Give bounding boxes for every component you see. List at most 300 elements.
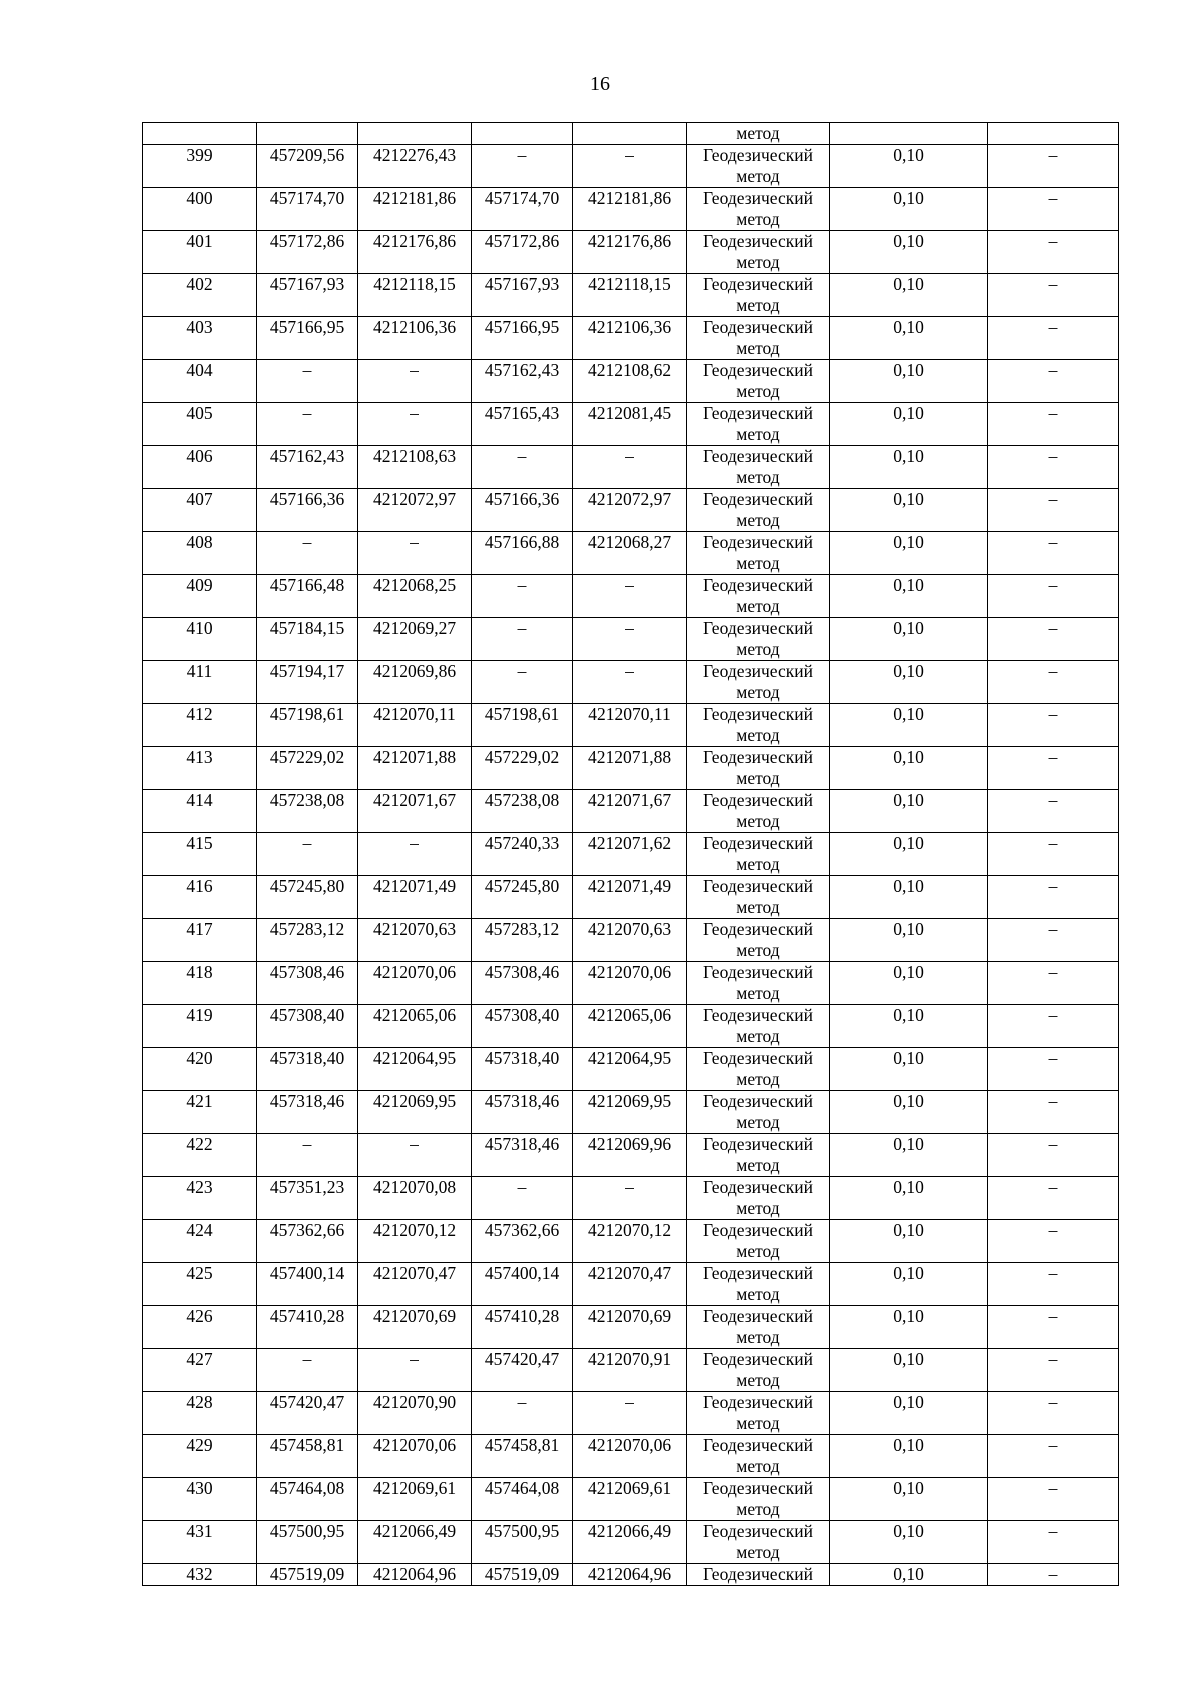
cell-note: – bbox=[988, 1263, 1119, 1306]
cell-y-existing: 4212176,86 bbox=[358, 231, 472, 274]
method-line-1: Геодезический bbox=[703, 489, 813, 509]
cell-y-existing: 4212068,25 bbox=[358, 575, 472, 618]
method-line-2: метод bbox=[736, 725, 780, 745]
cell-point-number: 423 bbox=[143, 1177, 257, 1220]
cell-x-existing: 457308,46 bbox=[257, 962, 358, 1005]
table-row bbox=[143, 403, 1119, 446]
cell-method bbox=[687, 1392, 830, 1435]
table-row bbox=[143, 317, 1119, 360]
cell-y-new: 4212069,61 bbox=[573, 1478, 687, 1521]
cell-note: – bbox=[988, 790, 1119, 833]
method-line-1: Геодезический bbox=[703, 1134, 813, 1154]
cell-point-number: 406 bbox=[143, 446, 257, 489]
cell-x-new: 457500,95 bbox=[472, 1521, 573, 1564]
cell-x-existing: – bbox=[257, 403, 358, 446]
cell-x-existing: 457172,86 bbox=[257, 231, 358, 274]
cell-accuracy: 0,10 bbox=[830, 1392, 988, 1435]
cell-accuracy: 0,10 bbox=[830, 833, 988, 876]
cell-x-new: 457410,28 bbox=[472, 1306, 573, 1349]
cell-note: – bbox=[988, 618, 1119, 661]
table-row bbox=[143, 790, 1119, 833]
cell-method bbox=[687, 1220, 830, 1263]
method-line-2: метод bbox=[736, 424, 780, 444]
cell-y-existing: 4212070,11 bbox=[358, 704, 472, 747]
method-line-1: Геодезический bbox=[703, 747, 813, 767]
cell-empty bbox=[472, 123, 573, 145]
cell-accuracy: 0,10 bbox=[830, 1564, 988, 1586]
cell-method-continuation: метод bbox=[687, 123, 830, 145]
cell-x-new: 457464,08 bbox=[472, 1478, 573, 1521]
cell-y-existing: 4212071,88 bbox=[358, 747, 472, 790]
cell-point-number: 400 bbox=[143, 188, 257, 231]
cell-x-existing: 457308,40 bbox=[257, 1005, 358, 1048]
cell-y-existing: 4212072,97 bbox=[358, 489, 472, 532]
table-row bbox=[143, 661, 1119, 704]
cell-method bbox=[687, 1134, 830, 1177]
method-line-1: Геодезический bbox=[703, 1521, 813, 1541]
cell-note: – bbox=[988, 1564, 1119, 1586]
cell-x-existing: 457351,23 bbox=[257, 1177, 358, 1220]
cell-y-existing: 4212069,27 bbox=[358, 618, 472, 661]
cell-x-new: 457318,46 bbox=[472, 1091, 573, 1134]
cell-x-new: – bbox=[472, 1177, 573, 1220]
method-line-2: метод bbox=[736, 252, 780, 272]
cell-x-new: 457283,12 bbox=[472, 919, 573, 962]
cell-x-new: 457165,43 bbox=[472, 403, 573, 446]
table-row bbox=[143, 1220, 1119, 1263]
cell-method bbox=[687, 145, 830, 188]
cell-point-number: 432 bbox=[143, 1564, 257, 1586]
cell-y-new: 4212069,95 bbox=[573, 1091, 687, 1134]
cell-note: – bbox=[988, 1349, 1119, 1392]
cell-point-number: 407 bbox=[143, 489, 257, 532]
cell-note: – bbox=[988, 231, 1119, 274]
cell-note: – bbox=[988, 1392, 1119, 1435]
cell-x-new: 457229,02 bbox=[472, 747, 573, 790]
cell-y-new: 4212065,06 bbox=[573, 1005, 687, 1048]
cell-method bbox=[687, 1091, 830, 1134]
cell-y-existing: 4212118,15 bbox=[358, 274, 472, 317]
method-line-1: Геодезический bbox=[703, 1435, 813, 1455]
cell-x-new: 457458,81 bbox=[472, 1435, 573, 1478]
cell-y-new: – bbox=[573, 1177, 687, 1220]
cell-y-new: 4212108,62 bbox=[573, 360, 687, 403]
cell-y-existing: 4212070,12 bbox=[358, 1220, 472, 1263]
cell-y-existing: – bbox=[358, 833, 472, 876]
cell-y-existing: 4212070,06 bbox=[358, 1435, 472, 1478]
cell-y-existing: 4212065,06 bbox=[358, 1005, 472, 1048]
table-row bbox=[143, 618, 1119, 661]
cell-x-existing: 457400,14 bbox=[257, 1263, 358, 1306]
table-row bbox=[143, 1091, 1119, 1134]
table-row bbox=[143, 1521, 1119, 1564]
cell-accuracy: 0,10 bbox=[830, 1263, 988, 1306]
cell-note: – bbox=[988, 1306, 1119, 1349]
cell-accuracy: 0,10 bbox=[830, 1177, 988, 1220]
cell-method bbox=[687, 403, 830, 446]
cell-y-new: 4212071,49 bbox=[573, 876, 687, 919]
cell-method bbox=[687, 188, 830, 231]
cell-accuracy: 0,10 bbox=[830, 360, 988, 403]
method-line-1: Геодезический bbox=[703, 446, 813, 466]
cell-x-new: – bbox=[472, 145, 573, 188]
cell-note: – bbox=[988, 1091, 1119, 1134]
cell-x-existing: 457167,93 bbox=[257, 274, 358, 317]
cell-point-number: 417 bbox=[143, 919, 257, 962]
cell-empty bbox=[358, 123, 472, 145]
method-line-1: Геодезический bbox=[703, 876, 813, 896]
cell-accuracy: 0,10 bbox=[830, 618, 988, 661]
cell-accuracy: 0,10 bbox=[830, 1349, 988, 1392]
cell-method bbox=[687, 1478, 830, 1521]
cell-method bbox=[687, 919, 830, 962]
cell-x-new: 457519,09 bbox=[472, 1564, 573, 1586]
cell-accuracy: 0,10 bbox=[830, 489, 988, 532]
cell-y-new: 4212070,63 bbox=[573, 919, 687, 962]
cell-point-number: 412 bbox=[143, 704, 257, 747]
method-line-1: Геодезический bbox=[703, 231, 813, 251]
cell-point-number: 403 bbox=[143, 317, 257, 360]
cell-point-number: 425 bbox=[143, 1263, 257, 1306]
cell-y-existing: 4212070,47 bbox=[358, 1263, 472, 1306]
cell-x-new: 457162,43 bbox=[472, 360, 573, 403]
table-row bbox=[143, 1349, 1119, 1392]
cell-y-existing: 4212106,36 bbox=[358, 317, 472, 360]
cell-point-number: 399 bbox=[143, 145, 257, 188]
cell-method bbox=[687, 962, 830, 1005]
cell-accuracy: 0,10 bbox=[830, 1521, 988, 1564]
cell-y-new: 4212064,95 bbox=[573, 1048, 687, 1091]
cell-y-existing: 4212071,67 bbox=[358, 790, 472, 833]
cell-y-existing: 4212276,43 bbox=[358, 145, 472, 188]
cell-y-existing: 4212070,69 bbox=[358, 1306, 472, 1349]
cell-x-new: 457166,88 bbox=[472, 532, 573, 575]
cell-y-new: 4212071,67 bbox=[573, 790, 687, 833]
cell-method bbox=[687, 1306, 830, 1349]
method-line-1: Геодезический bbox=[703, 1220, 813, 1240]
cell-x-new: – bbox=[472, 575, 573, 618]
method-line-2: метод bbox=[736, 1370, 780, 1390]
method-line-2: метод bbox=[736, 983, 780, 1003]
method-line-1: Геодезический bbox=[703, 1177, 813, 1197]
cell-note: – bbox=[988, 446, 1119, 489]
table-row bbox=[143, 575, 1119, 618]
cell-note: – bbox=[988, 575, 1119, 618]
cell-accuracy: 0,10 bbox=[830, 704, 988, 747]
cell-point-number: 409 bbox=[143, 575, 257, 618]
cell-x-new: 457308,46 bbox=[472, 962, 573, 1005]
cell-accuracy: 0,10 bbox=[830, 532, 988, 575]
cell-point-number: 413 bbox=[143, 747, 257, 790]
cell-x-existing: 457229,02 bbox=[257, 747, 358, 790]
cell-y-existing: 4212070,08 bbox=[358, 1177, 472, 1220]
table-row-last bbox=[143, 1564, 1119, 1586]
cell-y-new: 4212106,36 bbox=[573, 317, 687, 360]
cell-x-new: – bbox=[472, 446, 573, 489]
method-line-2: метод bbox=[736, 596, 780, 616]
cell-method bbox=[687, 1521, 830, 1564]
cell-y-new: 4212176,86 bbox=[573, 231, 687, 274]
cell-accuracy: 0,10 bbox=[830, 403, 988, 446]
cell-empty bbox=[988, 123, 1119, 145]
cell-point-number: 410 bbox=[143, 618, 257, 661]
cell-y-new: 4212066,49 bbox=[573, 1521, 687, 1564]
method-line-2: метод bbox=[736, 338, 780, 358]
cell-point-number: 431 bbox=[143, 1521, 257, 1564]
method-line-1: Геодезический bbox=[703, 1478, 813, 1498]
table-row bbox=[143, 1177, 1119, 1220]
cell-y-new: – bbox=[573, 575, 687, 618]
cell-note: – bbox=[988, 1220, 1119, 1263]
cell-method bbox=[687, 532, 830, 575]
table-row bbox=[143, 876, 1119, 919]
cell-y-existing: 4212071,49 bbox=[358, 876, 472, 919]
cell-y-new: 4212070,47 bbox=[573, 1263, 687, 1306]
cell-note: – bbox=[988, 1177, 1119, 1220]
cell-y-new: 4212072,97 bbox=[573, 489, 687, 532]
cell-note: – bbox=[988, 747, 1119, 790]
cell-y-new: – bbox=[573, 618, 687, 661]
method-line-2: метод bbox=[736, 166, 780, 186]
method-line-1: Геодезический bbox=[703, 1392, 813, 1412]
cell-note: – bbox=[988, 532, 1119, 575]
cell-note: – bbox=[988, 876, 1119, 919]
cell-x-new: 457166,36 bbox=[472, 489, 573, 532]
cell-point-number: 428 bbox=[143, 1392, 257, 1435]
cell-accuracy: 0,10 bbox=[830, 962, 988, 1005]
method-line-1: Геодезический bbox=[703, 833, 813, 853]
method-line-1: Геодезический bbox=[703, 1005, 813, 1025]
cell-y-new: 4212071,88 bbox=[573, 747, 687, 790]
cell-x-existing: 457410,28 bbox=[257, 1306, 358, 1349]
method-line-1: Геодезический bbox=[703, 403, 813, 423]
cell-method bbox=[687, 231, 830, 274]
cell-note: – bbox=[988, 489, 1119, 532]
cell-x-existing: – bbox=[257, 833, 358, 876]
method-line-1: Геодезический bbox=[703, 1091, 813, 1111]
cell-y-new: 4212069,96 bbox=[573, 1134, 687, 1177]
table-row bbox=[143, 231, 1119, 274]
cell-note: – bbox=[988, 360, 1119, 403]
method-line-2: метод bbox=[736, 1542, 780, 1562]
cell-method bbox=[687, 1005, 830, 1048]
cell-y-existing: – bbox=[358, 360, 472, 403]
table-row bbox=[143, 747, 1119, 790]
method-line-1: Геодезический bbox=[703, 145, 813, 165]
table-row bbox=[143, 1048, 1119, 1091]
cell-method bbox=[687, 575, 830, 618]
method-line-2: метод bbox=[736, 1327, 780, 1347]
cell-note: – bbox=[988, 403, 1119, 446]
cell-y-new: – bbox=[573, 661, 687, 704]
cell-x-existing: 457238,08 bbox=[257, 790, 358, 833]
cell-y-existing: 4212108,63 bbox=[358, 446, 472, 489]
table-row bbox=[143, 962, 1119, 1005]
cell-x-new: 457318,46 bbox=[472, 1134, 573, 1177]
method-line-1: Геодезический bbox=[703, 274, 813, 294]
cell-note: – bbox=[988, 1478, 1119, 1521]
cell-y-existing: 4212181,86 bbox=[358, 188, 472, 231]
cell-x-existing: 457519,09 bbox=[257, 1564, 358, 1586]
cell-y-new: 4212070,91 bbox=[573, 1349, 687, 1392]
cell-method bbox=[687, 876, 830, 919]
cell-x-new: – bbox=[472, 661, 573, 704]
cell-x-existing: – bbox=[257, 360, 358, 403]
cell-method bbox=[687, 790, 830, 833]
cell-x-existing: 457166,48 bbox=[257, 575, 358, 618]
cell-point-number: 402 bbox=[143, 274, 257, 317]
cell-x-existing: 457458,81 bbox=[257, 1435, 358, 1478]
method-line-1: Геодезический bbox=[703, 360, 813, 380]
cell-point-number: 421 bbox=[143, 1091, 257, 1134]
cell-x-new: 457420,47 bbox=[472, 1349, 573, 1392]
cell-accuracy: 0,10 bbox=[830, 661, 988, 704]
method-line-1: Геодезический bbox=[703, 575, 813, 595]
cell-accuracy: 0,10 bbox=[830, 1478, 988, 1521]
cell-note: – bbox=[988, 274, 1119, 317]
cell-note: – bbox=[988, 188, 1119, 231]
cell-accuracy: 0,10 bbox=[830, 1134, 988, 1177]
cell-y-existing: – bbox=[358, 1349, 472, 1392]
cell-x-existing: 457500,95 bbox=[257, 1521, 358, 1564]
cell-method bbox=[687, 489, 830, 532]
cell-note: – bbox=[988, 1521, 1119, 1564]
cell-y-new: 4212070,06 bbox=[573, 962, 687, 1005]
cell-x-existing: 457162,43 bbox=[257, 446, 358, 489]
method-line-2: метод bbox=[736, 1112, 780, 1132]
cell-accuracy: 0,10 bbox=[830, 1306, 988, 1349]
cell-y-existing: 4212066,49 bbox=[358, 1521, 472, 1564]
cell-accuracy: 0,10 bbox=[830, 747, 988, 790]
cell-method bbox=[687, 1349, 830, 1392]
cell-x-new: 457238,08 bbox=[472, 790, 573, 833]
cell-x-existing: 457318,46 bbox=[257, 1091, 358, 1134]
cell-y-existing: – bbox=[358, 1134, 472, 1177]
cell-y-new: 4212118,15 bbox=[573, 274, 687, 317]
method-line-1: Геодезический bbox=[703, 962, 813, 982]
cell-method bbox=[687, 704, 830, 747]
table-row bbox=[143, 1005, 1119, 1048]
cell-method bbox=[687, 747, 830, 790]
cell-note: – bbox=[988, 1435, 1119, 1478]
cell-point-number: 426 bbox=[143, 1306, 257, 1349]
cell-x-new: – bbox=[472, 1392, 573, 1435]
cell-y-existing: 4212069,61 bbox=[358, 1478, 472, 1521]
cell-point-number: 424 bbox=[143, 1220, 257, 1263]
cell-empty bbox=[573, 123, 687, 145]
cell-x-new: 457400,14 bbox=[472, 1263, 573, 1306]
cell-accuracy: 0,10 bbox=[830, 790, 988, 833]
cell-x-new: 457308,40 bbox=[472, 1005, 573, 1048]
method-line-1: Геодезический bbox=[703, 1263, 813, 1283]
cell-point-number: 411 bbox=[143, 661, 257, 704]
cell-x-new: 457240,33 bbox=[472, 833, 573, 876]
cell-y-new: – bbox=[573, 1392, 687, 1435]
table-row bbox=[143, 274, 1119, 317]
method-line-1: Геодезический bbox=[703, 790, 813, 810]
method-line-1: Геодезический bbox=[703, 1349, 813, 1369]
method-line-2: метод bbox=[736, 295, 780, 315]
method-line-2: метод bbox=[736, 510, 780, 530]
cell-point-number: 418 bbox=[143, 962, 257, 1005]
cell-x-existing: 457245,80 bbox=[257, 876, 358, 919]
cell-accuracy: 0,10 bbox=[830, 188, 988, 231]
cell-x-existing: 457166,95 bbox=[257, 317, 358, 360]
table-row bbox=[143, 532, 1119, 575]
cell-note: – bbox=[988, 661, 1119, 704]
cell-accuracy: 0,10 bbox=[830, 1435, 988, 1478]
cell-x-existing: 457194,17 bbox=[257, 661, 358, 704]
method-line-1: Геодезический bbox=[703, 661, 813, 681]
method-line-2: метод bbox=[736, 854, 780, 874]
cell-empty bbox=[830, 123, 988, 145]
cell-y-existing: – bbox=[358, 403, 472, 446]
table-row bbox=[143, 446, 1119, 489]
cell-y-new: 4212064,96 bbox=[573, 1564, 687, 1586]
method-line-2: метод bbox=[736, 1026, 780, 1046]
method-line-1: Геодезический bbox=[703, 704, 813, 724]
cell-accuracy: 0,10 bbox=[830, 231, 988, 274]
cell-x-new: 457198,61 bbox=[472, 704, 573, 747]
cell-y-new: 4212070,06 bbox=[573, 1435, 687, 1478]
cell-x-existing: 457198,61 bbox=[257, 704, 358, 747]
method-line-1: Геодезический bbox=[703, 1306, 813, 1326]
method-line-2: метод bbox=[736, 1241, 780, 1261]
cell-y-new: 4212081,45 bbox=[573, 403, 687, 446]
cell-accuracy: 0,10 bbox=[830, 1048, 988, 1091]
cell-method bbox=[687, 274, 830, 317]
cell-accuracy: 0,10 bbox=[830, 317, 988, 360]
page-number: 16 bbox=[590, 73, 610, 95]
cell-note: – bbox=[988, 145, 1119, 188]
method-line-1: Геодезический bbox=[703, 919, 813, 939]
method-line-2: метод bbox=[736, 940, 780, 960]
cell-x-existing: – bbox=[257, 1134, 358, 1177]
cell-accuracy: 0,10 bbox=[830, 1091, 988, 1134]
table-row bbox=[143, 1134, 1119, 1177]
table-row bbox=[143, 1306, 1119, 1349]
table-row bbox=[143, 1435, 1119, 1478]
method-line-2: метод bbox=[736, 1284, 780, 1304]
cell-accuracy: 0,10 bbox=[830, 274, 988, 317]
table-row bbox=[143, 919, 1119, 962]
method-line-2: метод bbox=[736, 209, 780, 229]
cell-empty bbox=[257, 123, 358, 145]
cell-note: – bbox=[988, 1134, 1119, 1177]
cell-accuracy: 0,10 bbox=[830, 446, 988, 489]
method-line-2: метод bbox=[736, 1155, 780, 1175]
method-line-1: Геодезический bbox=[703, 317, 813, 337]
cell-accuracy: 0,10 bbox=[830, 1220, 988, 1263]
cell-note: – bbox=[988, 919, 1119, 962]
cell-x-existing: – bbox=[257, 1349, 358, 1392]
method-line-2: метод bbox=[736, 1456, 780, 1476]
cell-point-number: 415 bbox=[143, 833, 257, 876]
cell-point-number: 427 bbox=[143, 1349, 257, 1392]
cell-x-new: 457172,86 bbox=[472, 231, 573, 274]
method-line-2: метод bbox=[736, 811, 780, 831]
cell-y-existing: 4212069,86 bbox=[358, 661, 472, 704]
table-row bbox=[143, 1392, 1119, 1435]
cell-y-new: – bbox=[573, 145, 687, 188]
cell-y-new: 4212070,69 bbox=[573, 1306, 687, 1349]
cell-accuracy: 0,10 bbox=[830, 575, 988, 618]
cell-y-existing: 4212070,90 bbox=[358, 1392, 472, 1435]
cell-method bbox=[687, 1435, 830, 1478]
table-row bbox=[143, 145, 1119, 188]
cell-point-number: 401 bbox=[143, 231, 257, 274]
method-line-2: метод bbox=[736, 1198, 780, 1218]
